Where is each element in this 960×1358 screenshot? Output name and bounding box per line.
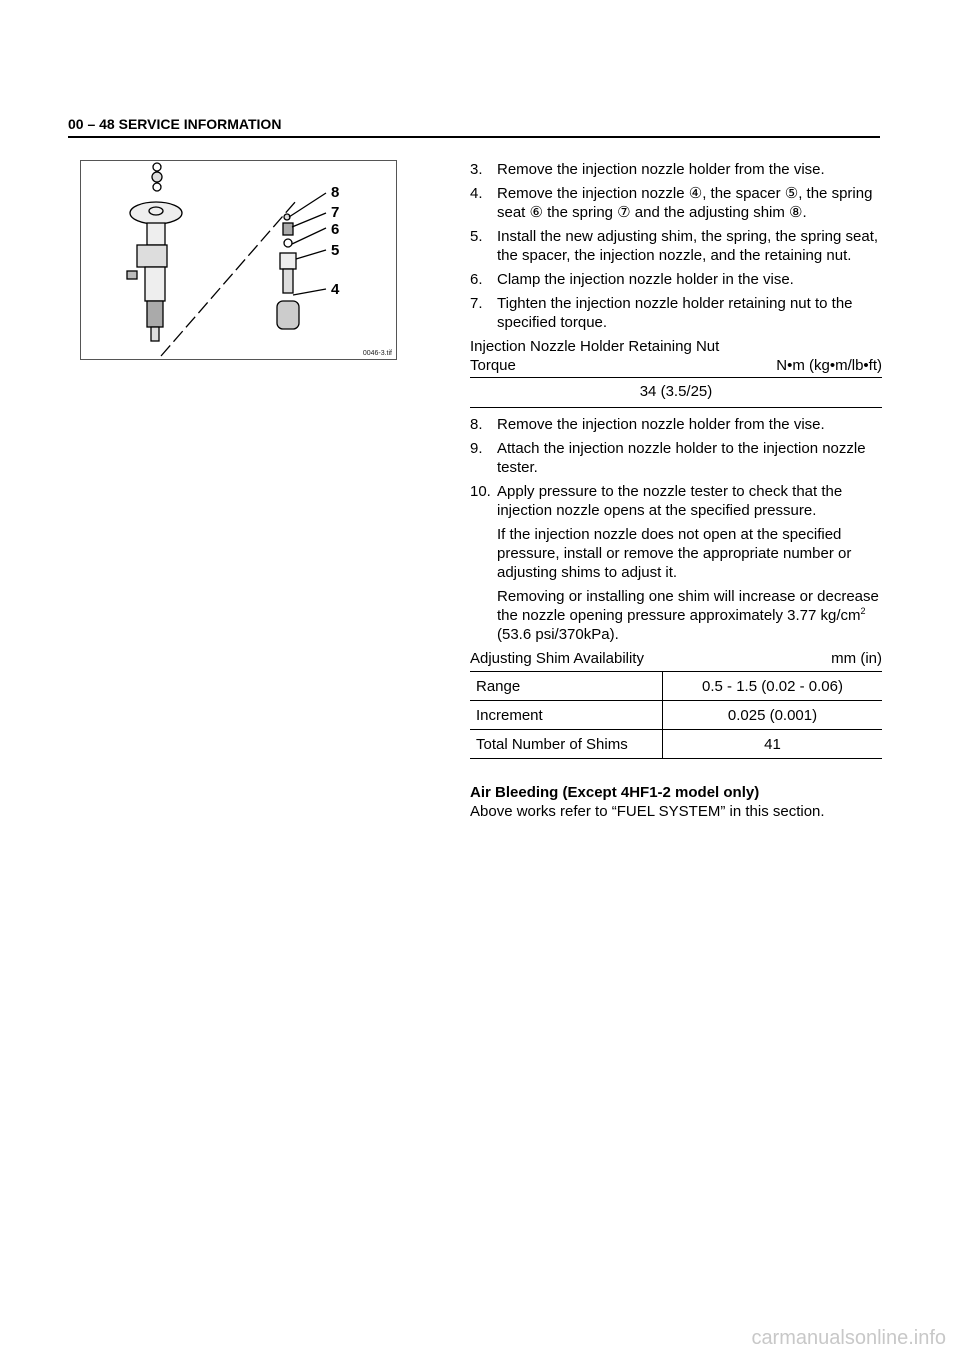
- table-row: [470, 701, 882, 730]
- callout-8: 8: [331, 184, 340, 201]
- step-text: Remove the injection nozzle ④, the spacer ⑤, the spring seat ⑥ the spring ⑦ and the adjusting shim ⑧.: [497, 185, 873, 221]
- pressure-superscript: 2: [860, 606, 866, 616]
- callout-4: 4: [331, 281, 340, 298]
- table-cell-value: 0.5 - 1.5 (0.02 - 0.06): [663, 672, 883, 701]
- table-cell-label: Increment: [470, 701, 663, 730]
- callout-6: 6: [331, 221, 340, 238]
- step-number: 3.: [470, 161, 483, 178]
- step-text: Apply pressure to the nozzle tester to check that the injection nozzle opens at the specified pressure.: [497, 483, 843, 519]
- step-6: [470, 270, 882, 289]
- step-7: [470, 294, 882, 332]
- step-number: 10.: [470, 483, 491, 500]
- table-row: [470, 672, 882, 701]
- air-bleeding-text: Above works refer to “FUEL SYSTEM” in this section.: [470, 803, 825, 820]
- shim-pressure-paragraph: [497, 587, 882, 644]
- step-10: [470, 482, 882, 520]
- shim-table: [470, 671, 882, 759]
- step-3: [470, 160, 882, 179]
- header-rule: [68, 136, 880, 138]
- torque-spec-value: 34 (3.5/25): [470, 378, 882, 408]
- figure-caption: 0046-3.tif: [362, 350, 392, 357]
- table-cell-label: Total Number of Shims: [470, 730, 663, 759]
- callout-5: 5: [331, 242, 340, 259]
- step-number: 6.: [470, 271, 483, 288]
- pressure-text: Removing or installing one shim will increase or decrease the nozzle opening pressure approximately 3.77 kg/cm: [497, 588, 879, 624]
- step-number: 7.: [470, 295, 483, 312]
- step-8: [470, 415, 882, 434]
- shim-adjust-paragraph: If the injection nozzle does not open at the specified pressure, install or remove the appropriate number or adjusting shims to adjust it.: [497, 526, 852, 581]
- watermark: carmanualsonline.info: [751, 1327, 946, 1349]
- step-text: Remove the injection nozzle holder from the vise.: [497, 416, 825, 433]
- shim-table-unit: mm (in): [831, 650, 882, 667]
- step-5: [470, 227, 882, 265]
- torque-spec-header: [470, 337, 882, 377]
- step-text: Clamp the injection nozzle holder in the vise.: [497, 271, 794, 288]
- table-cell-value: 0.025 (0.001): [663, 701, 883, 730]
- step-number: 4.: [470, 185, 483, 202]
- torque-spec-label: Injection Nozzle Holder Retaining Nut Torque: [470, 338, 720, 374]
- step-number: 8.: [470, 416, 483, 433]
- step-text: Attach the injection nozzle holder to the injection nozzle tester.: [497, 440, 866, 476]
- procedure-column: [470, 160, 882, 821]
- step-number: 5.: [470, 228, 483, 245]
- pressure-text-end: (53.6 psi/370kPa).: [497, 626, 619, 643]
- torque-spec-unit: N•m (kg•m/lb•ft): [776, 357, 882, 374]
- step-text: Install the new adjusting shim, the spring, the spring seat, the spacer, the injection nozzle, and the retaining nut.: [497, 228, 879, 264]
- step-4: [470, 184, 882, 222]
- table-row: [470, 730, 882, 759]
- table-cell-value: 41: [663, 730, 883, 759]
- injection-nozzle-figure: [80, 160, 397, 360]
- callout-7: 7: [331, 204, 340, 221]
- step-9: [470, 439, 882, 477]
- step-text: Tighten the injection nozzle holder retaining nut to the specified torque.: [497, 295, 853, 331]
- shim-table-header: [470, 649, 882, 671]
- page-header: 00 – 48 SERVICE INFORMATION: [68, 116, 282, 132]
- exploded-view-drawing: [81, 161, 396, 359]
- step-text: Remove the injection nozzle holder from the vise.: [497, 161, 825, 178]
- step-number: 9.: [470, 440, 483, 457]
- shim-table-title: Adjusting Shim Availability: [470, 650, 644, 667]
- table-cell-label: Range: [470, 672, 663, 701]
- air-bleeding-heading: Air Bleeding (Except 4HF1-2 model only): [470, 784, 760, 801]
